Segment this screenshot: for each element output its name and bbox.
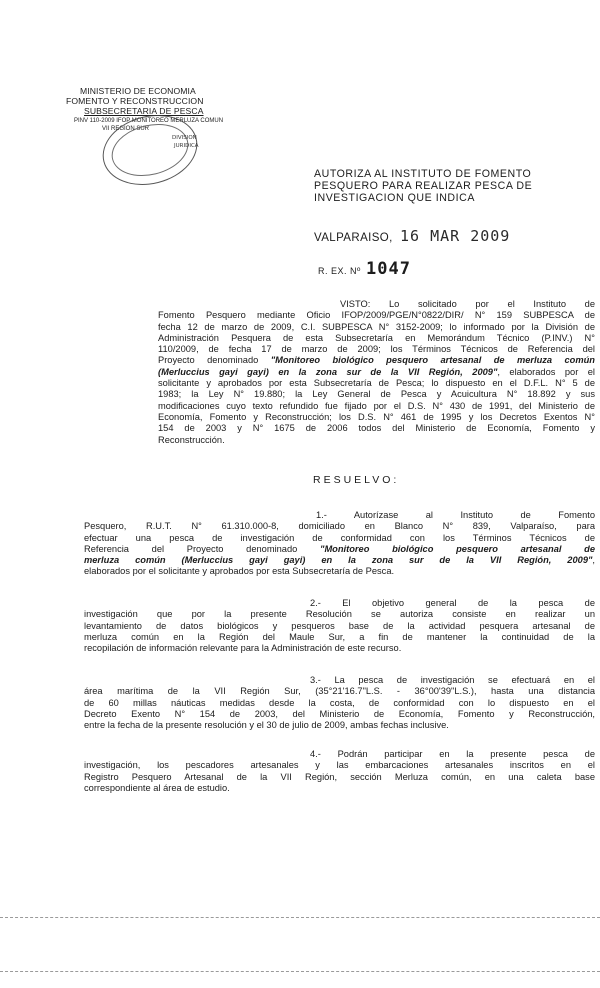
article-line: merluza común en la Región del Maule Sur, a fin de mantener la continuidad de la xyxy=(84,631,595,642)
stamp-ring xyxy=(106,116,194,183)
article-1 xyxy=(84,510,595,578)
visto-paragraph xyxy=(158,299,595,446)
article-line: investigación que por la presente Resolución se autoriza consiste en realizar un xyxy=(84,609,595,620)
resolution-number-label: R. EX. Nº xyxy=(318,266,361,276)
article-line xyxy=(84,544,595,555)
article-line: 1.- Autorízase al Instituto de Fomento xyxy=(316,510,595,520)
article-line: 3.- La pesca de investigación se efectuará en el xyxy=(310,675,595,685)
visto-line: 154 de 2003 y N° 1675 de 2006 todos del Ministerio de Economía, Fomento y xyxy=(158,423,595,434)
subsecretaria-line: SUBSECRETARIA DE PESCA xyxy=(84,106,204,116)
title-line: PESQUERO PARA REALIZAR PESCA DE xyxy=(314,180,533,192)
article-line: efectuar una pesca de investigación de conformidad con los Términos Técnicos de xyxy=(84,532,595,543)
article-line: correspondiente al área de estudio. xyxy=(84,782,230,793)
article-line: recopilación de información relevante para la Administración de este recurso. xyxy=(84,643,402,654)
visto-line: 110/2009, de fecha 17 de marzo de 2009; los Términos Técnicos de Referencia del xyxy=(158,344,595,355)
visto-text: , elaborados por el xyxy=(497,366,595,377)
article-line: elaborados por el solicitante y aprobados por esta Subsecretaría de Pesca. xyxy=(84,566,395,577)
title-line: INVESTIGACION QUE INDICA xyxy=(314,192,475,204)
visto-line: Administración Pesquera de esta Subsecretaría en Memorándum Técnico (P.INV.) N° xyxy=(158,332,595,343)
project-name: (Merluccius gayi gayi) en la zona sur de la VII Región, 2009" xyxy=(158,366,498,377)
scan-divider xyxy=(0,971,600,972)
article-line: 4.- Podrán participar en la presente pesca de xyxy=(310,749,595,759)
visto-line: Reconstrucción. xyxy=(158,434,225,445)
visto-text: Proyecto denominado xyxy=(158,355,259,366)
resolution-title xyxy=(314,168,532,204)
resuelvo-heading: RESUELVO: xyxy=(313,474,400,486)
article-line: investigación, los pescadores artesanales y las embarcaciones artesanales inscritos en el xyxy=(84,760,595,771)
article-line: levantamiento de datos biológicos y pesqueros base de la actividad pesquera artesanal de xyxy=(84,620,595,631)
resolution-number: 1047 xyxy=(366,259,411,279)
visto-line: Economía, Fomento y Reconstrucción; los D.S. N° 461 de 1995 y los Decretos Exentos N° xyxy=(158,411,595,422)
ministry-line: FOMENTO Y RECONSTRUCCION xyxy=(66,96,204,106)
article-line: Registro Pesquero Artesanal de la VII Región, sección Merluza común, en una caleta base xyxy=(84,771,595,782)
article-line: de 60 millas náuticas medidas desde la costa, de conformidad con lo dispuesto en el xyxy=(84,697,595,708)
project-name: "Monitoreo biológico pesquero artesanal de xyxy=(320,543,595,554)
article-line: Decreto Exento N° 154 de 2003, del Ministerio de Economía, Fomento y Reconstrucción, xyxy=(84,708,595,719)
ministry-line: MINISTERIO DE ECONOMIA xyxy=(80,86,196,96)
stamp-text: DIVISION xyxy=(172,135,197,141)
article-line: Pesquero, R.U.T. N° 61.310.000-8, domiciliado en Blanco N° 839, Valparaíso, para xyxy=(84,521,595,532)
visto-line: 1983; la Ley N° 19.880; la Ley General de Pesca y Acuicultura N° 18.892 y sus xyxy=(158,389,595,400)
visto-line: fecha 12 de marzo de 2009, C.I. SUBPESCA N° 3152-2009; lo informado por la División de xyxy=(158,321,595,332)
scan-divider xyxy=(0,917,600,918)
visto-line: Fomento Pesquero mediante Oficio IFOP/2009/PGE/N°0822/DIR/ N° 159 SUBPESCA de xyxy=(158,310,595,321)
article-text: , xyxy=(592,555,595,566)
article-line: entre la fecha de la presente resolución y el 30 de julio de 2009, ambas fechas inclusive. xyxy=(84,720,449,731)
article-line: 2.- El objetivo general de la pesca de xyxy=(310,598,595,608)
article-3 xyxy=(84,675,595,731)
date-stamp: 16 MAR 2009 xyxy=(400,227,511,245)
visto-line: modificaciones cuyo texto refundido fue fijado por el D.S. N° 430 de 1991, del Ministerio de xyxy=(158,400,595,411)
article-text: Referencia del Proyecto denominado xyxy=(84,543,298,554)
reference-code: PINV 110-2009 IFOP MONITOREO MERLUZA COMUN xyxy=(74,118,224,124)
place-label: VALPARAISO, xyxy=(314,232,393,244)
article-line xyxy=(84,555,595,566)
article-2 xyxy=(84,598,595,654)
project-name: "Monitoreo biológico pesquero artesanal de merluza común xyxy=(270,355,595,366)
project-name: merluza común (Merluccius gayi gayi) en la zona sur de la VII Región, 2009" xyxy=(84,555,593,566)
article-line: área marítima de la VII Región Sur, (35°21'16.7"L.S. - 36°00'39"L.S.), hasta una distancia xyxy=(84,686,595,697)
visto-line xyxy=(158,355,595,366)
stamp-text: JURIDICA xyxy=(174,143,199,149)
region-line: VII REGION SUR xyxy=(102,126,150,132)
article-4 xyxy=(84,749,595,794)
title-line: AUTORIZA AL INSTITUTO DE FOMENTO xyxy=(314,168,532,180)
visto-line: VISTO: Lo solicitado por el Instituto de xyxy=(340,299,595,309)
visto-line xyxy=(158,367,595,378)
visto-line: solicitante y aprobados por esta Subsecretaría de Pesca; lo dispuesto en el D.F.L. N° 5 de xyxy=(158,378,595,389)
